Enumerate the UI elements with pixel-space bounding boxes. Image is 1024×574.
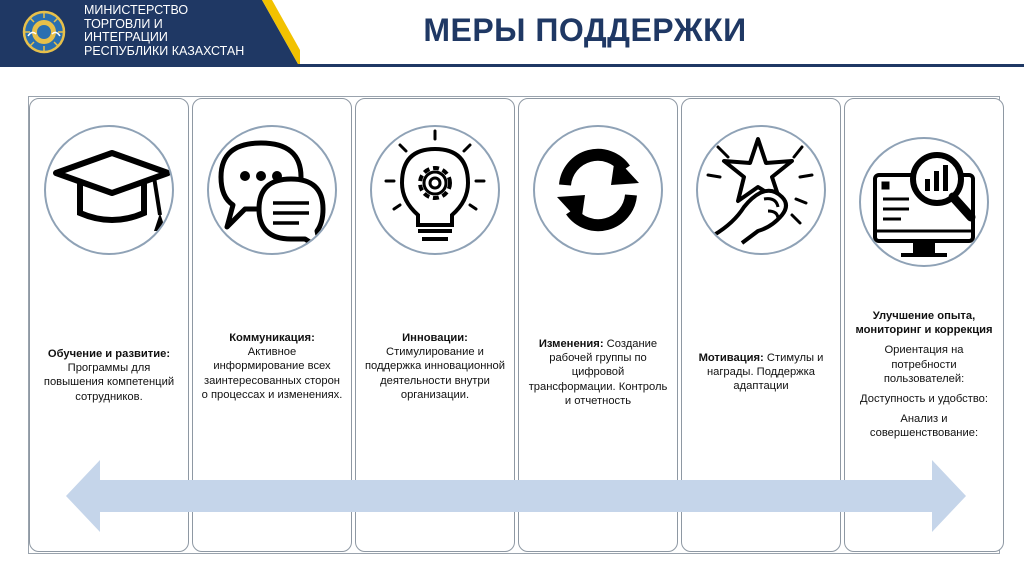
card-paragraph: Анализ и совершенствование: bbox=[869, 413, 979, 440]
card-description bbox=[527, 337, 669, 408]
ministry-line: ИНТЕГРАЦИИ bbox=[84, 30, 168, 45]
card-body: Стимулирование и поддержка инновационной деятельности внутри организации. bbox=[364, 346, 506, 401]
lightbulb-gear-icon bbox=[370, 125, 500, 255]
page-title: МЕРЫ ПОДДЕРЖКИ bbox=[423, 12, 747, 48]
state-emblem-icon bbox=[22, 10, 66, 54]
ministry-line: РЕСПУБЛИКИ КАЗАХСТАН bbox=[84, 43, 245, 58]
card-body: Активное информирование всех заинтересованных сторон о процессах и изменениях. bbox=[201, 346, 343, 401]
card-heading: Улучшение опыта, мониторинг и коррекция bbox=[855, 310, 993, 337]
hand-star-icon bbox=[696, 125, 826, 255]
ministry-line: МИНИСТЕРСТВО bbox=[84, 3, 189, 17]
card-heading: Обучение и развитие: bbox=[47, 348, 171, 360]
card-description bbox=[364, 331, 506, 402]
double-arrow-shape bbox=[66, 460, 966, 532]
header-band bbox=[0, 0, 300, 64]
refresh-icon bbox=[533, 125, 663, 255]
ministry-name bbox=[84, 4, 294, 58]
card-body: Создание рабочей группы по цифровой трансформации. Контроль и отчетность bbox=[528, 338, 668, 407]
ministry-line: ТОРГОВЛИ И bbox=[84, 16, 163, 31]
card-heading: Изменения: bbox=[538, 338, 604, 350]
card-heading: Коммуникация: bbox=[229, 332, 315, 344]
card-description bbox=[201, 331, 343, 402]
chat-bubbles-icon bbox=[207, 125, 337, 255]
card-description bbox=[690, 351, 832, 394]
card-description bbox=[853, 309, 995, 441]
card-paragraph: Доступность и удобство: bbox=[860, 393, 988, 406]
card-body: Программы для повышения компетенций сотрудников. bbox=[43, 362, 175, 403]
monitor-analytics-icon bbox=[859, 137, 989, 267]
double-arrow bbox=[66, 460, 966, 532]
card-heading: Инновации: bbox=[402, 332, 468, 344]
card-description bbox=[38, 347, 180, 404]
card-heading: Мотивация: bbox=[698, 352, 764, 364]
card-body: Стимулы и награды. Поддержка адаптации bbox=[706, 352, 824, 393]
title-divider bbox=[0, 64, 1024, 67]
graduation-cap-icon bbox=[44, 125, 174, 255]
card-paragraph: Ориентация на потребности пользователей: bbox=[883, 344, 965, 385]
